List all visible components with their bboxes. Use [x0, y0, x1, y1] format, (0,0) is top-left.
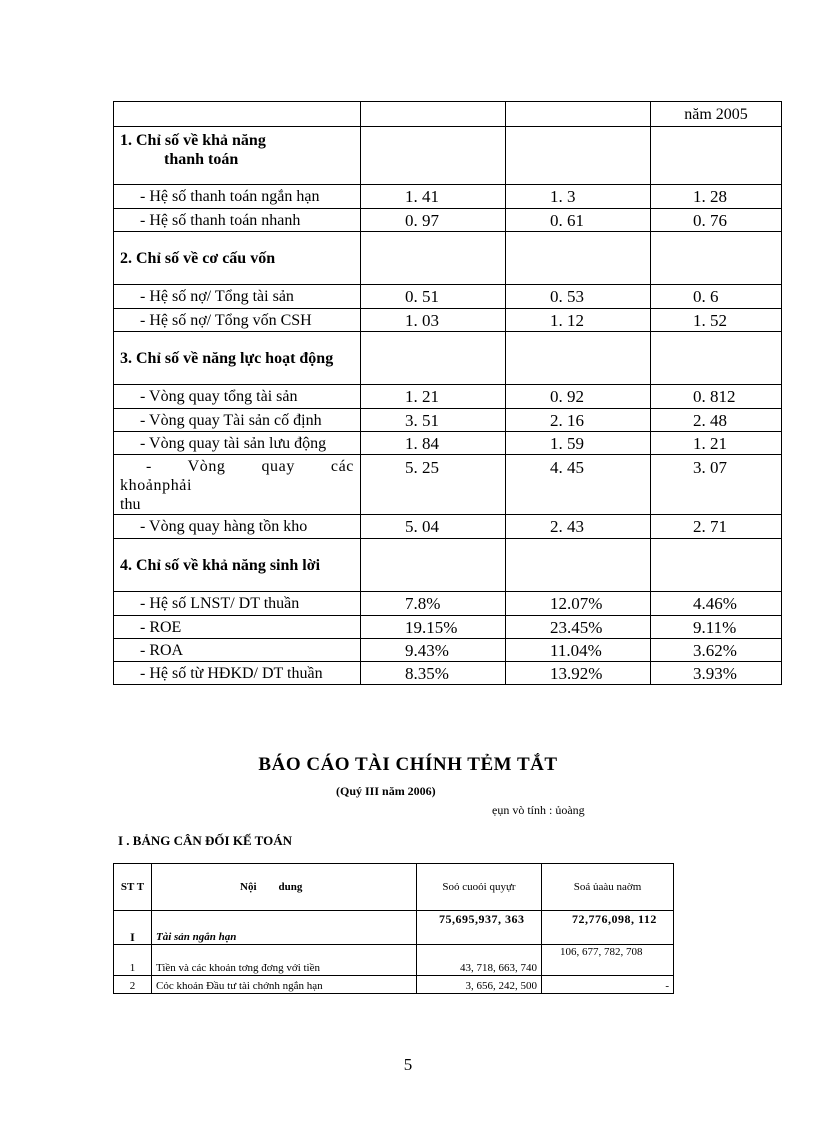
row-begin-value: - [542, 976, 674, 994]
row-content: Tài sản ngắn hạn [152, 911, 417, 945]
ratio-value: 0. 97 [361, 209, 506, 232]
ratio-value: 1. 41 [361, 185, 506, 209]
report-title: BÁO CÁO TÀI CHÍNH TẺM TẮT [258, 754, 558, 775]
section-title-line1: 1. Chỉ số về khả năng [120, 132, 266, 149]
header-cell-year-2005: năm 2005 [651, 102, 782, 127]
row-content: Cỏc khoản Đầu tư tài chớnh ngắn hạn [152, 976, 417, 994]
balance-sheet-table [113, 863, 674, 994]
report-unit: ẹụn vò tính : ủoàng [492, 803, 585, 817]
section-title: 3. Chỉ số về năng lực hoạt động [114, 332, 361, 385]
ratio-row [114, 285, 782, 309]
ratio-value: 2. 16 [506, 409, 651, 432]
ratio-value: 0. 51 [361, 285, 506, 309]
row-stt: 1 [114, 945, 152, 976]
ratio-value: 3.93% [651, 662, 782, 685]
ratio-value: 19.15% [361, 616, 506, 639]
ratio-label: - Vòng quay hàng tồn kho [114, 515, 361, 539]
ratio-row [114, 662, 782, 685]
ratio-value: 1. 84 [361, 432, 506, 455]
balance-sheet-heading: I . BẢNG CÂN ĐỐI KẾ TOÁN [118, 833, 292, 848]
ratio-value: 0. 6 [651, 285, 782, 309]
ratio-label: - Vòng quay Tài sản cố định [114, 409, 361, 432]
ratio-value: 8.35% [361, 662, 506, 685]
balance-row [114, 911, 674, 945]
section-row [114, 539, 782, 592]
row-end-value: 3, 656, 242, 500 [417, 976, 542, 994]
ratio-value: 0. 61 [506, 209, 651, 232]
ratio-value: 9.11% [651, 616, 782, 639]
ratio-label: - Hệ số nợ/ Tổng vốn CSH [114, 309, 361, 332]
ratio-value: 1. 21 [651, 432, 782, 455]
balance-row [114, 976, 674, 994]
ratio-row [114, 515, 782, 539]
section-row [114, 127, 782, 185]
ratio-value: 0. 812 [651, 385, 782, 409]
ratio-value: 0. 53 [506, 285, 651, 309]
page-number: 5 [403, 1055, 413, 1074]
ratio-value: 5. 25 [361, 455, 506, 515]
ratio-label-line2: thu [120, 496, 141, 513]
section-title-line2: thanh toán [164, 151, 239, 168]
ratio-label: - Vòng quay tổng tài sản [114, 385, 361, 409]
ratio-value: 1. 59 [506, 432, 651, 455]
section-row [114, 332, 782, 385]
ratio-value: 11.04% [506, 639, 651, 662]
ratio-label: - ROA [114, 639, 361, 662]
header-stt: ST T [114, 864, 152, 911]
ratio-header-row [114, 102, 782, 127]
row-begin-value: 106, 677, 782, 708 [542, 945, 674, 976]
ratio-value: 12.07% [506, 592, 651, 616]
ratio-row [114, 592, 782, 616]
ratio-value: 13.92% [506, 662, 651, 685]
ratio-value: 9.43% [361, 639, 506, 662]
ratio-value: 2. 71 [651, 515, 782, 539]
ratio-value: 4.46% [651, 592, 782, 616]
ratio-value: 3.62% [651, 639, 782, 662]
ratio-value: 7.8% [361, 592, 506, 616]
ratio-row [114, 616, 782, 639]
ratio-label [114, 455, 361, 515]
ratio-value: 0. 92 [506, 385, 651, 409]
balance-header-row [114, 864, 674, 911]
ratio-value: 1. 21 [361, 385, 506, 409]
header-beginning-of-year: Soá ủaàu naờm [542, 864, 674, 911]
ratio-value: 1. 52 [651, 309, 782, 332]
section-title: 2. Chỉ số về cơ cấu vốn [114, 232, 361, 285]
ratio-label: - Hệ số nợ/ Tổng tài sản [114, 285, 361, 309]
ratio-value: 3. 07 [651, 455, 782, 515]
ratio-label: - Hệ số thanh toán ngắn hạn [114, 185, 361, 209]
ratio-label: - ROE [114, 616, 361, 639]
ratio-row [114, 432, 782, 455]
ratio-row [114, 409, 782, 432]
ratio-row [114, 309, 782, 332]
ratio-value: 2. 43 [506, 515, 651, 539]
report-subtitle: (Quý III năm 2006) [336, 784, 436, 798]
header-cell-col1 [361, 102, 506, 127]
ratio-value: 1. 28 [651, 185, 782, 209]
ratio-value: 4. 45 [506, 455, 651, 515]
row-begin-value: 72,776,098, 112 [542, 911, 674, 945]
ratio-row [114, 455, 782, 515]
ratio-row [114, 639, 782, 662]
row-end-value: 43, 718, 663, 740 [417, 945, 542, 976]
section-title: 4. Chỉ số về khả năng sinh lời [114, 539, 361, 592]
section-row [114, 232, 782, 285]
ratio-value: 1. 03 [361, 309, 506, 332]
row-stt: I [114, 911, 152, 945]
ratio-label: - Hệ số LNST/ DT thuần [114, 592, 361, 616]
ratio-row [114, 185, 782, 209]
ratio-label: - Vòng quay tài sản lưu động [114, 432, 361, 455]
header-cell-label [114, 102, 361, 127]
row-content: Tiền và các khoản tơng đơng với tiền [152, 945, 417, 976]
balance-row [114, 945, 674, 976]
ratio-value: 0. 76 [651, 209, 782, 232]
ratio-label: - Hệ số thanh toán nhanh [114, 209, 361, 232]
row-end-value: 75,695,937, 363 [417, 911, 542, 945]
ratio-row [114, 209, 782, 232]
header-cell-col2 [506, 102, 651, 127]
ratio-label-line1: - Vòng quay các khoảnphải [120, 458, 354, 494]
header-content: Nội dung [152, 864, 417, 911]
ratio-row [114, 385, 782, 409]
header-end-of-quarter: Soỏ cuoỏi quyựr [417, 864, 542, 911]
ratio-value: 1. 12 [506, 309, 651, 332]
ratio-value: 2. 48 [651, 409, 782, 432]
ratio-label: - Hệ số từ HĐKD/ DT thuần [114, 662, 361, 685]
row-stt: 2 [114, 976, 152, 994]
ratio-value: 23.45% [506, 616, 651, 639]
financial-ratio-table [113, 101, 782, 685]
ratio-value: 5. 04 [361, 515, 506, 539]
section-title [114, 127, 361, 185]
ratio-value: 1. 3 [506, 185, 651, 209]
ratio-value: 3. 51 [361, 409, 506, 432]
